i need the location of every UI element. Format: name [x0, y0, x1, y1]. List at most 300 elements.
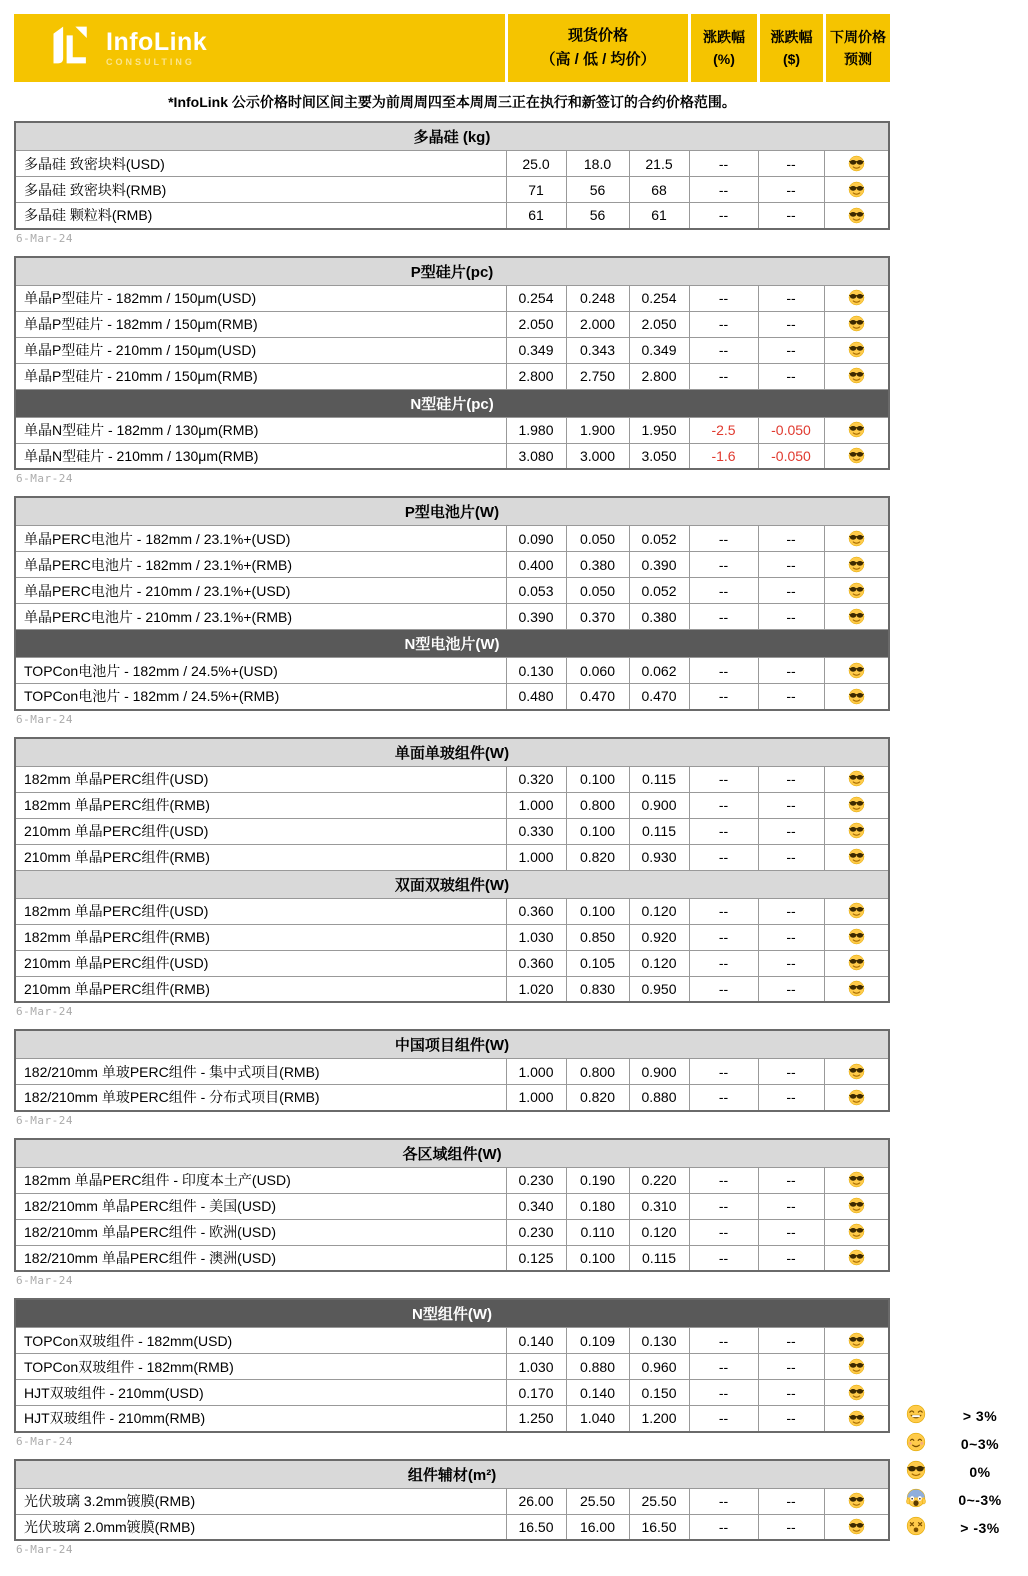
price-row [15, 526, 889, 552]
cell-low: 0.830 [566, 976, 629, 1002]
cell-low: 0.050 [566, 578, 629, 604]
cell-high: 0.130 [506, 658, 566, 684]
cell-high: 1.000 [506, 1059, 566, 1085]
price-row [15, 1380, 889, 1406]
legend-item [898, 1434, 1026, 1454]
cell-avg: 68 [629, 177, 689, 203]
column-header-spot-price [505, 14, 688, 82]
forecast-cell [824, 285, 889, 311]
cell-name: 多晶硅 致密块料(RMB) [15, 177, 506, 203]
forecast-cell [824, 818, 889, 844]
change-pct-unit: (%) [713, 51, 735, 67]
dizzy-face-icon [906, 1516, 926, 1536]
price-row [15, 976, 889, 1002]
cell-avg: 0.900 [629, 1059, 689, 1085]
price-period-note: *InfoLink 公示价格时间区间主要为前周周四至本周周三正在执行和新签订的合约价格范围。 [168, 94, 736, 110]
cell-low: 1.040 [566, 1406, 629, 1432]
cell-avg: 0.390 [629, 552, 689, 578]
sunglasses-face-icon [848, 1332, 865, 1349]
section-header: N型硅片(pc) [15, 389, 889, 417]
cell-usd: -- [758, 1354, 824, 1380]
cell-low: 0.800 [566, 1059, 629, 1085]
section-header: N型电池片(W) [15, 630, 889, 658]
cell-pct: -- [689, 526, 758, 552]
cell-pct: -1.6 [689, 443, 758, 469]
smile-face-icon [906, 1432, 926, 1452]
price-row [15, 578, 889, 604]
cell-name: 单晶P型硅片 - 182mm / 150μm(USD) [15, 285, 506, 311]
cell-high: 1.030 [506, 924, 566, 950]
cell-pct: -- [689, 285, 758, 311]
cell-pct: -- [689, 1514, 758, 1540]
price-row [15, 1328, 889, 1354]
sunglasses-face-icon [848, 1358, 865, 1375]
cell-pct: -- [689, 818, 758, 844]
cell-high: 0.125 [506, 1245, 566, 1271]
cell-high: 2.050 [506, 311, 566, 337]
cell-low: 0.850 [566, 924, 629, 950]
change-usd-unit: ($) [782, 51, 801, 67]
cell-name: HJT双玻组件 - 210mm(RMB) [15, 1406, 506, 1432]
cell-pct: -- [689, 844, 758, 870]
cell-usd: -- [758, 1085, 824, 1111]
cell-usd: -- [758, 203, 824, 229]
sunglasses-face-icon [848, 1384, 865, 1401]
cell-low: 0.820 [566, 844, 629, 870]
legend-item [898, 1518, 1026, 1538]
sunglasses-face-icon [848, 902, 865, 919]
price-table [14, 1298, 890, 1433]
price-row [15, 1059, 889, 1085]
cell-usd: -- [758, 337, 824, 363]
cell-pct: -2.5 [689, 417, 758, 443]
cell-pct: -- [689, 1059, 758, 1085]
cell-usd: -- [758, 151, 824, 177]
price-row [15, 1406, 889, 1432]
price-row [15, 658, 889, 684]
cell-low: 56 [566, 177, 629, 203]
cell-name: 182mm 单晶PERC组件(USD) [15, 898, 506, 924]
cell-avg: 0.254 [629, 285, 689, 311]
cell-name: 210mm 单晶PERC组件(RMB) [15, 976, 506, 1002]
price-row [15, 792, 889, 818]
spot-price-label: 现货价格 [567, 27, 628, 44]
date-label: 6-Mar-24 [16, 472, 73, 485]
price-row [15, 337, 889, 363]
cell-usd: -- [758, 285, 824, 311]
cell-high: 0.330 [506, 818, 566, 844]
cell-usd: -- [758, 1059, 824, 1085]
cell-name: 182/210mm 单玻PERC组件 - 分布式项目(RMB) [15, 1085, 506, 1111]
cell-avg: 16.50 [629, 1514, 689, 1540]
cell-high: 0.360 [506, 950, 566, 976]
price-row [15, 1245, 889, 1271]
forecast-cell [824, 1219, 889, 1245]
cell-pct: -- [689, 898, 758, 924]
cell-avg: 2.050 [629, 311, 689, 337]
sunglasses-face-icon [848, 1518, 865, 1535]
legend-label: 0~3% [960, 1436, 1000, 1452]
cell-usd: -- [758, 578, 824, 604]
sunglasses-face-icon [848, 796, 865, 813]
cell-low: 25.50 [566, 1488, 629, 1514]
forecast-cell [824, 337, 889, 363]
cell-avg: 0.120 [629, 1219, 689, 1245]
cell-avg: 61 [629, 203, 689, 229]
cell-usd: -- [758, 177, 824, 203]
price-row [15, 363, 889, 389]
section-header: P型硅片(pc) [15, 257, 889, 286]
cell-high: 1.000 [506, 844, 566, 870]
forecast-cell [824, 1085, 889, 1111]
sunglasses-face-icon [848, 289, 865, 306]
date-label: 6-Mar-24 [16, 1274, 73, 1287]
cell-usd: -0.050 [758, 417, 824, 443]
sunglasses-face-icon [848, 207, 865, 224]
sunglasses-face-icon [848, 315, 865, 332]
price-row [15, 443, 889, 469]
infolink-logo-icon [48, 24, 94, 72]
sunglasses-face-icon [848, 848, 865, 865]
cell-low: 0.370 [566, 604, 629, 630]
sunglasses-face-icon [848, 980, 865, 997]
cell-high: 1.250 [506, 1406, 566, 1432]
price-table [14, 1459, 890, 1542]
forecast-cell [824, 1406, 889, 1432]
legend-label: 0~-3% [958, 1492, 1002, 1508]
cell-avg: 0.052 [629, 578, 689, 604]
cell-high: 0.230 [506, 1219, 566, 1245]
sunglasses-face-icon [848, 1089, 865, 1106]
cell-name: 单晶PERC电池片 - 182mm / 23.1%+(USD) [15, 526, 506, 552]
date-label: 6-Mar-24 [16, 231, 73, 245]
forecast-cell [824, 924, 889, 950]
cell-low: 2.750 [566, 363, 629, 389]
cell-avg: 0.470 [629, 684, 689, 710]
cell-usd: -- [758, 1245, 824, 1271]
cell-low: 0.105 [566, 950, 629, 976]
price-row [15, 417, 889, 443]
cell-high: 2.800 [506, 363, 566, 389]
dizzy-face-wrapper [898, 1516, 934, 1541]
cell-usd: -- [758, 1380, 824, 1406]
cell-high: 0.090 [506, 526, 566, 552]
cell-avg: 21.5 [629, 151, 689, 177]
cell-usd: -- [758, 1406, 824, 1432]
cell-high: 1.000 [506, 1085, 566, 1111]
legend-item [898, 1406, 1026, 1426]
cell-avg: 0.115 [629, 1245, 689, 1271]
cell-high: 1.000 [506, 792, 566, 818]
cell-name: TOPCon电池片 - 182mm / 24.5%+(RMB) [15, 684, 506, 710]
cell-pct: -- [689, 151, 758, 177]
cell-avg: 0.920 [629, 924, 689, 950]
sunglasses-face-icon [848, 954, 865, 971]
cell-high: 1.030 [506, 1354, 566, 1380]
cell-name: 单晶PERC电池片 - 182mm / 23.1%+(RMB) [15, 552, 506, 578]
price-row [15, 1193, 889, 1219]
cell-low: 0.100 [566, 766, 629, 792]
cell-low: 0.100 [566, 898, 629, 924]
cell-avg: 0.062 [629, 658, 689, 684]
price-row [15, 177, 889, 203]
cell-low: 0.050 [566, 526, 629, 552]
cell-avg: 0.950 [629, 976, 689, 1002]
cell-low: 16.00 [566, 1514, 629, 1540]
sunglasses-face-icon [848, 155, 865, 172]
cell-pct: -- [689, 1406, 758, 1432]
cell-pct: -- [689, 1245, 758, 1271]
cell-avg: 0.900 [629, 792, 689, 818]
price-table [14, 1029, 890, 1112]
cell-name: 182mm 单晶PERC组件 - 印度本土产(USD) [15, 1167, 506, 1193]
cell-avg: 0.130 [629, 1328, 689, 1354]
cell-low: 3.000 [566, 443, 629, 469]
cell-usd: -- [758, 1328, 824, 1354]
cell-pct: -- [689, 1354, 758, 1380]
cell-avg: 0.349 [629, 337, 689, 363]
sunglasses-face-icon [848, 1492, 865, 1509]
cell-pct: -- [689, 1193, 758, 1219]
sunglasses-face-wrapper [898, 1460, 934, 1485]
cell-pct: -- [689, 792, 758, 818]
forecast-cell [824, 552, 889, 578]
forecast-cell [824, 1488, 889, 1514]
cell-usd: -- [758, 363, 824, 389]
forecast-cell [824, 417, 889, 443]
cell-high: 0.140 [506, 1328, 566, 1354]
sunglasses-face-icon [848, 608, 865, 625]
cell-avg: 1.950 [629, 417, 689, 443]
cell-high: 71 [506, 177, 566, 203]
cell-high: 25.0 [506, 151, 566, 177]
cell-name: 210mm 单晶PERC组件(USD) [15, 950, 506, 976]
cell-low: 56 [566, 203, 629, 229]
forecast-cell [824, 684, 889, 710]
forecast-cell [824, 898, 889, 924]
cell-name: 182/210mm 单玻PERC组件 - 集中式项目(RMB) [15, 1059, 506, 1085]
cell-low: 2.000 [566, 311, 629, 337]
cell-avg: 0.115 [629, 818, 689, 844]
forecast-label-line1: 下周价格 [830, 28, 886, 45]
cell-low: 0.110 [566, 1219, 629, 1245]
price-report-page [14, 14, 890, 1567]
cell-pct: -- [689, 976, 758, 1002]
price-table [14, 121, 890, 230]
forecast-cell [824, 976, 889, 1002]
cell-high: 26.00 [506, 1488, 566, 1514]
forecast-cell [824, 363, 889, 389]
cell-name: 单晶P型硅片 - 182mm / 150μm(RMB) [15, 311, 506, 337]
cell-low: 0.470 [566, 684, 629, 710]
forecast-cell [824, 311, 889, 337]
cell-usd: -- [758, 818, 824, 844]
forecast-cell [824, 1380, 889, 1406]
cell-avg: 25.50 [629, 1488, 689, 1514]
sunglasses-face-icon [848, 928, 865, 945]
price-row [15, 818, 889, 844]
price-table [14, 737, 890, 1004]
forecast-cell [824, 203, 889, 229]
infolink-logo [14, 14, 505, 82]
cell-name: 210mm 单晶PERC组件(USD) [15, 818, 506, 844]
cell-high: 3.080 [506, 443, 566, 469]
cell-pct: -- [689, 950, 758, 976]
sunglasses-face-icon [848, 367, 865, 384]
cell-avg: 0.115 [629, 766, 689, 792]
forecast-cell [824, 443, 889, 469]
cell-avg: 0.120 [629, 950, 689, 976]
cell-usd: -- [758, 526, 824, 552]
price-row [15, 924, 889, 950]
cell-high: 16.50 [506, 1514, 566, 1540]
spot-price-sublabel: （高 / 低 / 均价） [540, 51, 656, 68]
cell-pct: -- [689, 337, 758, 363]
price-row [15, 311, 889, 337]
forecast-cell [824, 1328, 889, 1354]
price-row [15, 898, 889, 924]
cell-usd: -- [758, 604, 824, 630]
change-usd-label: 涨跌幅 [770, 28, 813, 45]
cell-low: 0.060 [566, 658, 629, 684]
cell-name: 182/210mm 单晶PERC组件 - 美国(USD) [15, 1193, 506, 1219]
cell-high: 0.170 [506, 1380, 566, 1406]
sunglasses-face-icon [848, 662, 865, 679]
sunglasses-face-icon [848, 822, 865, 839]
cell-usd: -- [758, 1193, 824, 1219]
cell-usd: -- [758, 1514, 824, 1540]
cell-low: 0.140 [566, 1380, 629, 1406]
cell-avg: 0.930 [629, 844, 689, 870]
cell-usd: -- [758, 766, 824, 792]
forecast-cell [824, 1059, 889, 1085]
cell-pct: -- [689, 1380, 758, 1406]
cell-avg: 0.120 [629, 898, 689, 924]
section-header: 单面单玻组件(W) [15, 738, 889, 767]
sunglasses-face-icon [848, 1171, 865, 1188]
column-header-forecast [823, 14, 890, 82]
forecast-cell [824, 1354, 889, 1380]
cell-avg: 0.880 [629, 1085, 689, 1111]
grin-face-icon [906, 1404, 926, 1424]
cell-pct: -- [689, 363, 758, 389]
price-row [15, 1488, 889, 1514]
cell-pct: -- [689, 1085, 758, 1111]
cell-name: TOPCon双玻组件 - 182mm(USD) [15, 1328, 506, 1354]
cell-pct: -- [689, 578, 758, 604]
cell-high: 0.360 [506, 898, 566, 924]
change-pct-label: 涨跌幅 [703, 28, 745, 45]
cell-high: 1.020 [506, 976, 566, 1002]
sunglasses-face-icon [848, 447, 865, 464]
section-header: 多晶硅 (kg) [15, 122, 889, 151]
brand-subtitle: CONSULTING [106, 56, 195, 67]
forecast-cell [824, 766, 889, 792]
forecast-cell [824, 950, 889, 976]
cell-pct: -- [689, 684, 758, 710]
cell-pct: -- [689, 1488, 758, 1514]
forecast-legend [898, 1406, 1026, 1538]
cell-avg: 1.200 [629, 1406, 689, 1432]
cell-low: 1.900 [566, 417, 629, 443]
cell-name: 单晶PERC电池片 - 210mm / 23.1%+(RMB) [15, 604, 506, 630]
cell-usd: -- [758, 950, 824, 976]
cell-pct: -- [689, 766, 758, 792]
cell-pct: -- [689, 924, 758, 950]
cell-name: 多晶硅 颗粒料(RMB) [15, 203, 506, 229]
scream-face-wrapper [898, 1488, 934, 1513]
sunglasses-face-icon [848, 770, 865, 787]
cell-usd: -- [758, 311, 824, 337]
sunglasses-face-icon [848, 181, 865, 198]
section-header: 组件辅材(m²) [15, 1460, 889, 1489]
cell-avg: 0.220 [629, 1167, 689, 1193]
smile-face-wrapper [898, 1432, 934, 1457]
sunglasses-face-icon [848, 1063, 865, 1080]
legend-item [898, 1490, 1026, 1510]
cell-usd: -- [758, 1167, 824, 1193]
cell-high: 0.390 [506, 604, 566, 630]
price-table [14, 496, 890, 711]
cell-name: 光伏玻璃 2.0mm镀膜(RMB) [15, 1514, 506, 1540]
forecast-cell [824, 526, 889, 552]
cell-low: 0.190 [566, 1167, 629, 1193]
price-tables-container [14, 121, 890, 1556]
cell-usd: -- [758, 1219, 824, 1245]
cell-low: 0.100 [566, 1245, 629, 1271]
cell-pct: -- [689, 177, 758, 203]
cell-name: 光伏玻璃 3.2mm镀膜(RMB) [15, 1488, 506, 1514]
forecast-label-line2: 预测 [844, 51, 872, 67]
cell-name: 多晶硅 致密块料(USD) [15, 151, 506, 177]
brand-name: InfoLink [106, 27, 208, 56]
cell-name: 单晶P型硅片 - 210mm / 150μm(USD) [15, 337, 506, 363]
cell-name: 单晶PERC电池片 - 210mm / 23.1%+(USD) [15, 578, 506, 604]
cell-usd: -- [758, 924, 824, 950]
cell-usd: -- [758, 898, 824, 924]
price-row [15, 766, 889, 792]
cell-high: 61 [506, 203, 566, 229]
date-label: 6-Mar-24 [16, 1113, 73, 1127]
sunglasses-face-icon [848, 421, 865, 438]
section-header: 各区域组件(W) [15, 1139, 889, 1168]
cell-pct: -- [689, 203, 758, 229]
cell-high: 1.980 [506, 417, 566, 443]
price-row [15, 1167, 889, 1193]
legend-label: > 3% [962, 1408, 998, 1424]
cell-usd: -- [758, 552, 824, 578]
cell-avg: 0.310 [629, 1193, 689, 1219]
cell-name: 单晶N型硅片 - 182mm / 130μm(RMB) [15, 417, 506, 443]
cell-high: 0.340 [506, 1193, 566, 1219]
cell-usd: -0.050 [758, 443, 824, 469]
cell-name: 182mm 单晶PERC组件(USD) [15, 766, 506, 792]
cell-high: 0.320 [506, 766, 566, 792]
price-row [15, 950, 889, 976]
cell-low: 0.180 [566, 1193, 629, 1219]
sunglasses-face-icon [848, 1410, 865, 1427]
grin-face-wrapper [898, 1404, 934, 1429]
forecast-cell [824, 151, 889, 177]
sunglasses-face-icon [848, 688, 865, 705]
cell-pct: -- [689, 1328, 758, 1354]
sunglasses-face-icon [848, 582, 865, 599]
cell-name: 210mm 单晶PERC组件(RMB) [15, 844, 506, 870]
column-header-change-usd [757, 14, 823, 82]
forecast-cell [824, 1167, 889, 1193]
date-label: 6-Mar-24 [16, 712, 73, 726]
price-table [14, 1138, 890, 1273]
